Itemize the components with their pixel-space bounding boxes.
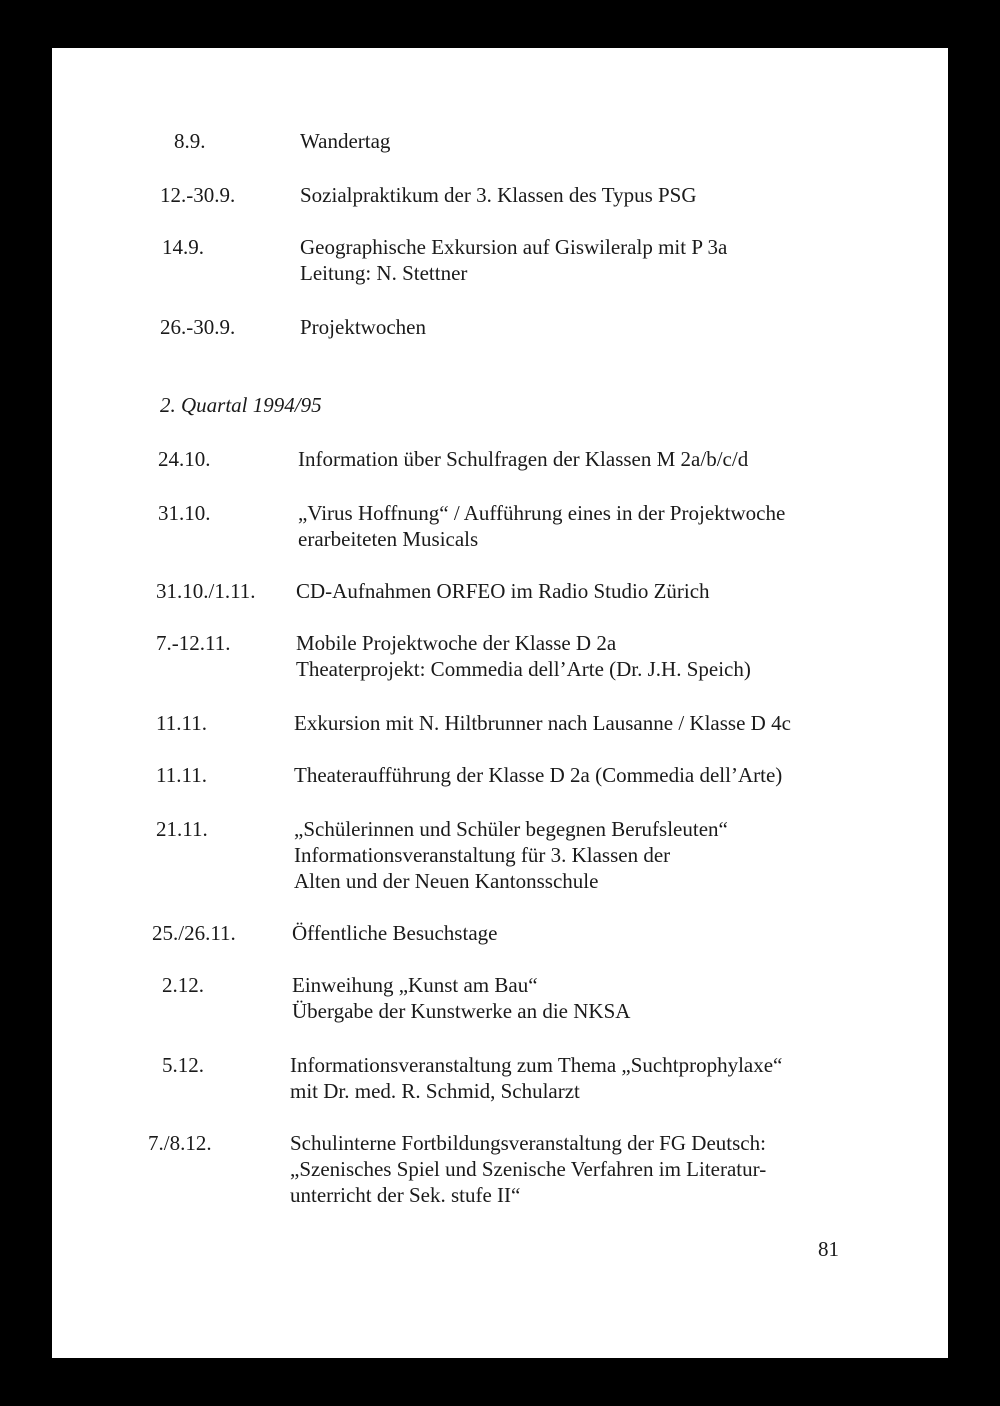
entry-description: [300, 314, 426, 340]
entry-line: Sozialpraktikum der 3. Klassen des Typus PSG: [300, 183, 697, 207]
entry-date: 31.10.: [158, 501, 211, 525]
entry-date: 31.10./1.11.: [156, 579, 256, 603]
entry-line: Übergabe der Kunstwerke an die NKSA: [292, 999, 631, 1023]
entry-line: Einweihung „Kunst am Bau“: [292, 973, 538, 997]
entry-description: [300, 128, 390, 154]
entry-line: „Schülerinnen und Schüler begegnen Berufsleuten“: [294, 817, 728, 841]
entry-date: 11.11.: [156, 711, 207, 735]
entry-line: Informationsveranstaltung für 3. Klassen der: [294, 843, 671, 867]
entry-line: Mobile Projektwoche der Klasse D 2a: [296, 631, 617, 655]
entry-description: [298, 446, 748, 472]
entry-date: 8.9.: [174, 129, 206, 153]
entry-line: Öffentliche Besuchstage: [292, 921, 498, 945]
entry-description: [294, 816, 728, 894]
entry-line: mit Dr. med. R. Schmid, Schularzt: [290, 1079, 580, 1103]
entry-line: Theateraufführung der Klasse D 2a (Commedia dell’Arte): [294, 763, 783, 787]
quarter-heading: 2. Quartal 1994/95: [160, 393, 322, 417]
entry-description: [292, 920, 497, 946]
entry-date: 24.10.: [158, 447, 211, 471]
entry-line: unterricht der Sek. stufe II“: [290, 1183, 521, 1207]
entry-date: 12.-30.9.: [160, 183, 236, 207]
entry-description: [300, 234, 727, 286]
entry-line: Leitung: N. Stettner: [300, 261, 468, 285]
entry-line: Information über Schulfragen der Klassen M 2a/b/c/d: [298, 447, 749, 471]
entry-date: 7.-12.11.: [156, 631, 231, 655]
entry-date: 5.12.: [162, 1053, 204, 1077]
entry-description: [298, 500, 785, 552]
document-page: [52, 48, 948, 1358]
entry-description: [294, 710, 791, 736]
entry-description: [290, 1130, 766, 1208]
entry-line: Informationsveranstaltung zum Thema „Suchtprophylaxe“: [290, 1053, 783, 1077]
entry-line: CD-Aufnahmen ORFEO im Radio Studio Zürich: [296, 579, 710, 603]
page-number: 81: [818, 1237, 839, 1261]
entry-date: 7./8.12.: [148, 1131, 212, 1155]
entry-line: erarbeiteten Musicals: [298, 527, 479, 551]
entry-line: Theaterprojekt: Commedia dell’Arte (Dr. J.H. Speich): [296, 657, 751, 681]
entry-line: „Virus Hoffnung“ / Aufführung eines in der Projektwoche: [298, 501, 786, 525]
entry-date: 11.11.: [156, 763, 207, 787]
entry-line: Geographische Exkursion auf Giswileralp mit P 3a: [300, 235, 728, 259]
entry-description: [296, 578, 710, 604]
entry-line: „Szenisches Spiel und Szenische Verfahren im Literatur-: [290, 1157, 767, 1181]
entry-date: 25./26.11.: [152, 921, 236, 945]
entry-line: Alten und der Neuen Kantonsschule: [294, 869, 599, 893]
entry-line: Wandertag: [300, 129, 391, 153]
entry-date: 21.11.: [156, 817, 208, 841]
entry-description: [292, 972, 630, 1024]
entry-line: Schulinterne Fortbildungsveranstaltung der FG Deutsch:: [290, 1131, 766, 1155]
entry-line: Exkursion mit N. Hiltbrunner nach Lausanne / Klasse D 4c: [294, 711, 791, 735]
entry-description: [290, 1052, 782, 1104]
entry-date: 26.-30.9.: [160, 315, 236, 339]
entry-date: 2.12.: [162, 973, 204, 997]
entry-description: [296, 630, 751, 682]
entry-date: 14.9.: [162, 235, 204, 259]
entry-line: Projektwochen: [300, 315, 426, 339]
entry-description: [300, 182, 697, 208]
entry-description: [294, 762, 782, 788]
